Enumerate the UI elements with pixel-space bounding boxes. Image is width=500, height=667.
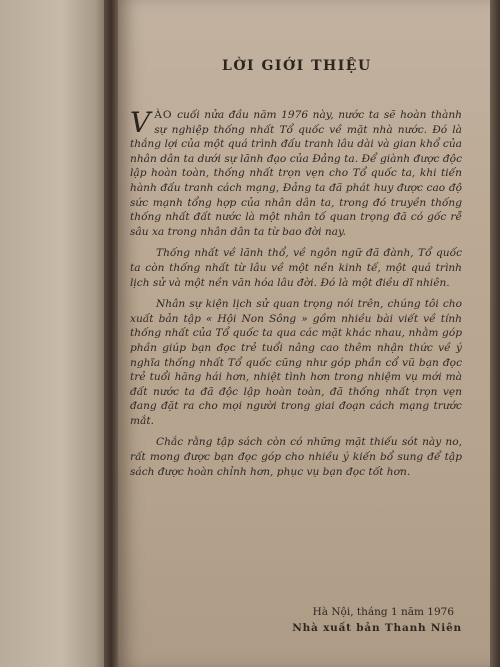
signature-block — [130, 604, 462, 636]
paragraph-1-text: cuối nửa đầu năm 1976 này, nước ta sẽ hoàn thành sự nghiệp thống nhất Tổ quốc về mặt nhà nước. Đó là thắng lợi của một quá trình đấu tranh lâu dài và gian khổ của nhân dân ta dưới sự lãnh đạo của Đảng ta. Để giành được độc lập hoàn toàn, thống nhất trọn vẹn cho Tổ quốc ta, khi tiến hành đấu tranh cách mạng, Đảng ta đã phát huy được cao độ sức mạnh tổng hợp của nhân dân ta, trong đó truyền thống thống nhất đất nước là một nhân tố quan trọng đã có gốc rễ sâu xa trong nhân dân ta từ bao đời nay. — [130, 109, 462, 238]
paragraph-1 — [130, 108, 462, 239]
place-date: Hà Nội, tháng 1 năm 1976 — [312, 606, 454, 618]
page-edge — [490, 0, 500, 667]
page-title: LỜI GIỚI THIỆU — [222, 58, 372, 74]
paragraph-2: Thống nhất về lãnh thổ, về ngôn ngữ đã đành, Tổ quốc ta còn thống nhất từ lâu về một nền kinh tế, một quá trình lịch sử và một nền văn hóa lâu đời. Đó là một điều dĩ nhiên. — [130, 247, 462, 289]
left-page — [0, 0, 112, 667]
paragraph-3: Nhân sự kiện lịch sử quan trọng nói trên, chúng tôi cho xuất bản tập « Hội Non Sông » gồm nhiều bài viết về tính thống nhất của Tổ quốc ta qua các mặt khác nhau, nhằm góp phần giúp bạn đọc trẻ tuổi nâng cao thêm nhận thức về ý nghĩa thống nhất Tổ quốc cũng như góp phần cổ vũ bạn đọc trẻ tuổi hăng hái hơn, nhiệt tình hơn trong nhiệm vụ mới mà đất nước ta đã độc lập hoàn toàn, đã thống nhất trọn vẹn đang đặt ra cho mọi người trong giai đoạn cách mạng trước mắt. — [130, 298, 462, 427]
drop-cap: V — [130, 106, 151, 139]
introduction-text — [130, 108, 462, 486]
paragraph-4: Chắc rằng tập sách còn có những mặt thiếu sót này no, rất mong được bạn đọc góp cho nhiều ý kiến bổ sung để tập sách được hoàn chỉnh hơn, phục vụ bạn đọc tốt hơn. — [130, 436, 462, 478]
publisher-name: Nhà xuất bản Thanh Niên — [292, 622, 462, 634]
first-word: ÀO — [154, 109, 173, 121]
